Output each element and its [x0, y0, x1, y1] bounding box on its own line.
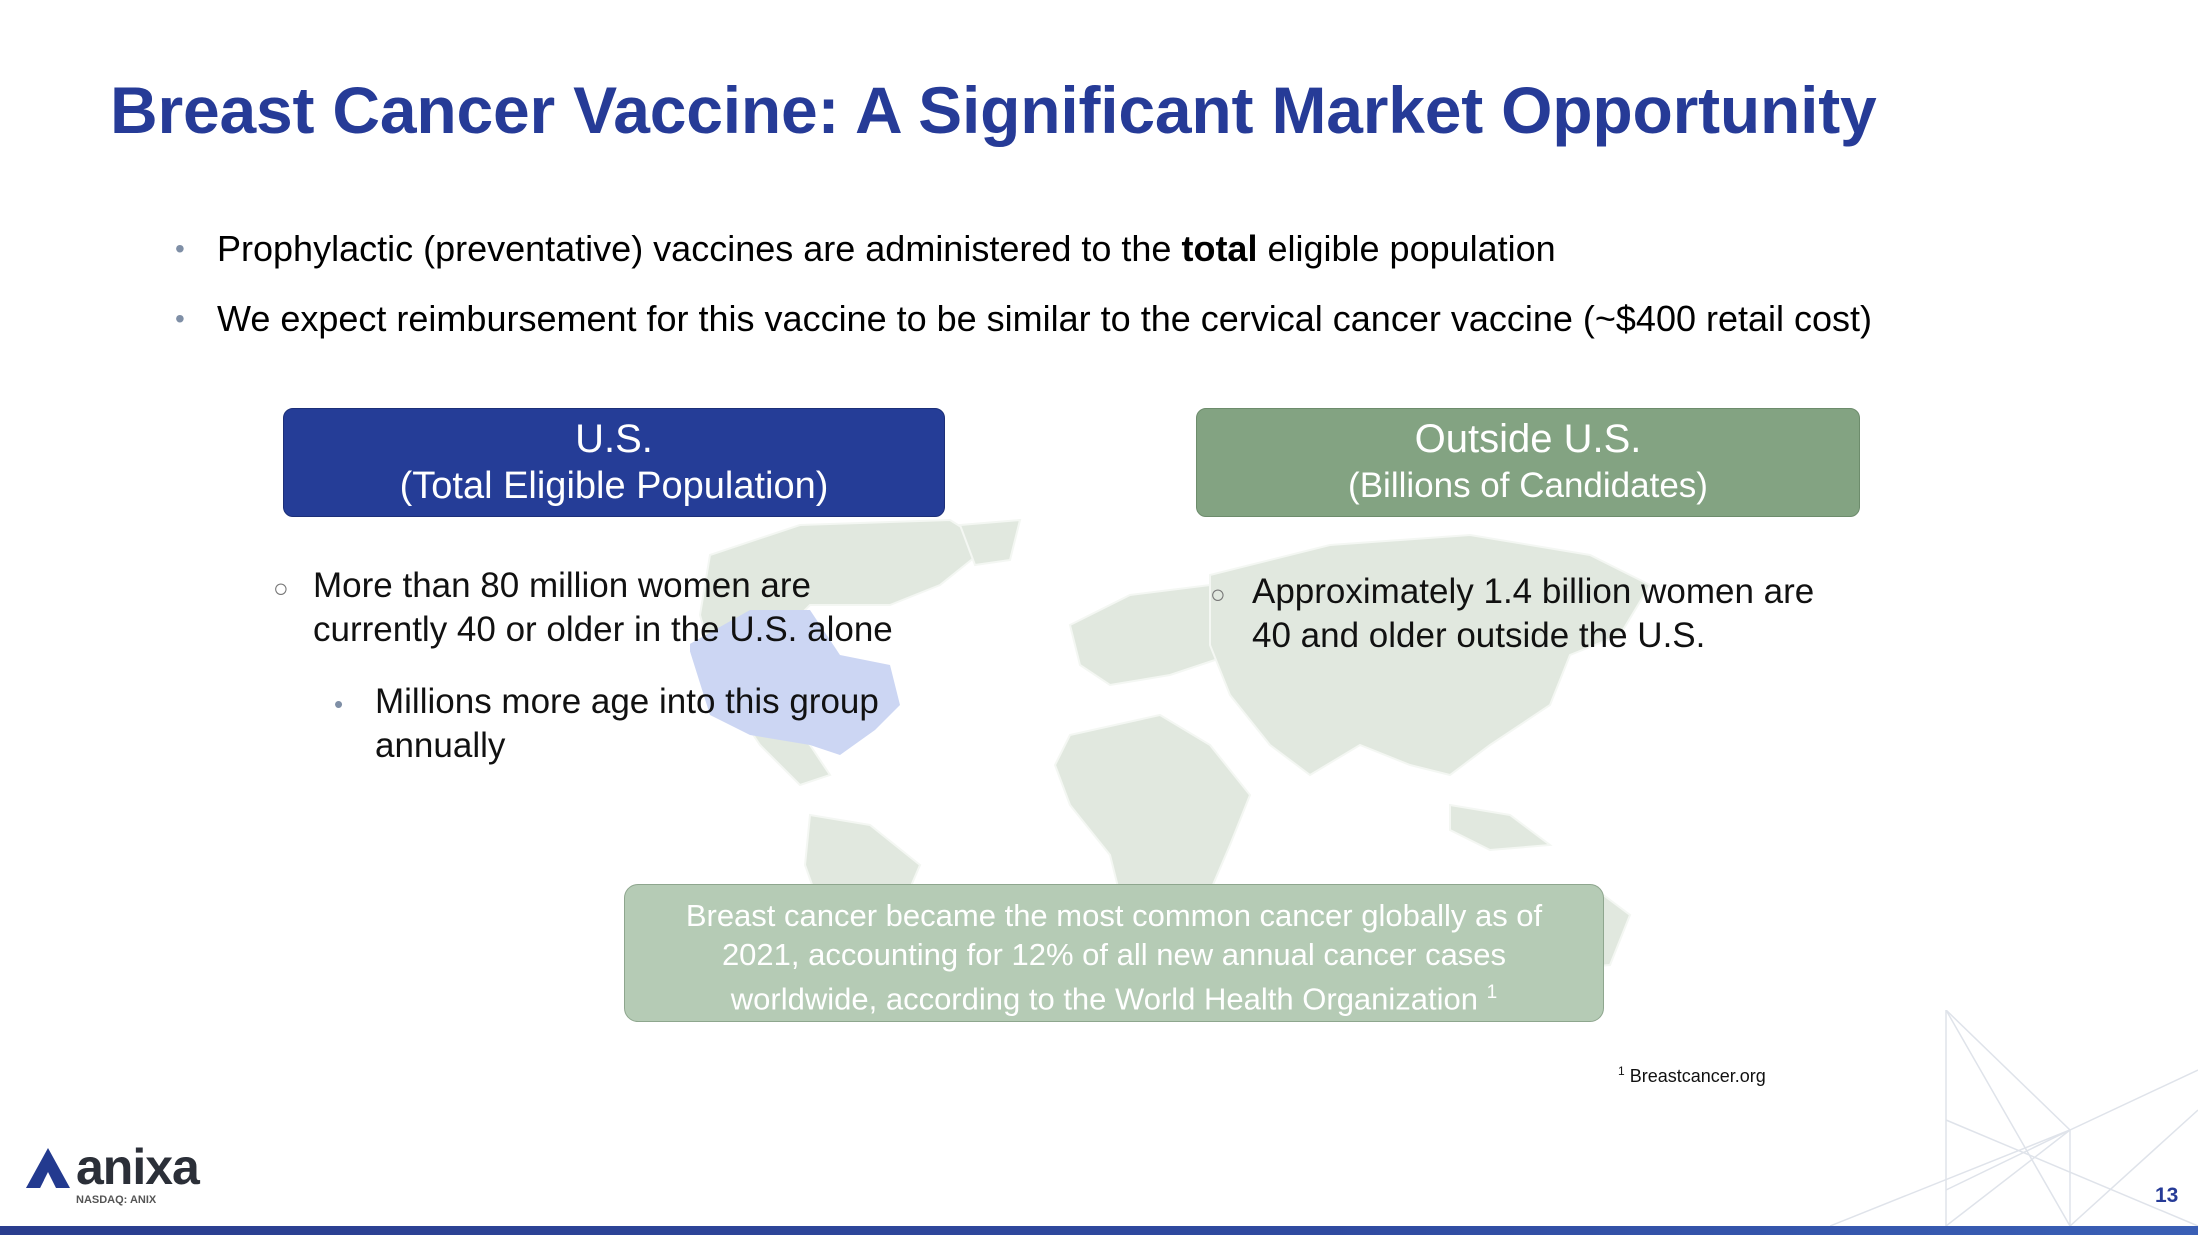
- outside-box-subtitle: (Billions of Candidates): [1348, 466, 1708, 505]
- bullet-1-text-post: eligible population: [1257, 228, 1556, 269]
- bullet-1-text-bold: total: [1181, 228, 1258, 269]
- outside-point-1-line-2: 40 and older outside the U.S.: [1252, 616, 1706, 655]
- page-number: 13: [2155, 1184, 2179, 1207]
- callout-line-3: worldwide, according to the World Health Organization: [730, 981, 1487, 1017]
- bullet-1-text-pre: Prophylactic (preventative) vaccines are administered to the: [217, 228, 1182, 269]
- decorative-lines-icon: [1830, 1010, 2198, 1226]
- bullet-prophylactic: [175, 228, 1872, 270]
- bullet-dot-icon: •: [175, 303, 185, 334]
- outside-point-1-line-1: Approximately 1.4 billion women are: [1252, 572, 1815, 611]
- map-se-asia: [1450, 805, 1550, 850]
- footnote-source: Breastcancer.org: [1629, 1066, 1766, 1086]
- callout-footnote-ref: 1: [1486, 982, 1498, 1003]
- us-box-title: U.S.: [575, 417, 653, 461]
- footnote-marker: 1: [1618, 1064, 1625, 1078]
- us-point-1-line-1: More than 80 million women are: [313, 566, 812, 605]
- bullet-reimbursement: [175, 298, 1872, 340]
- intro-bullets: [175, 228, 1872, 368]
- footnote: [1618, 1064, 1766, 1087]
- logo-wordmark: anixa: [76, 1139, 199, 1195]
- us-header-box: [283, 408, 945, 517]
- us-point-2-line-2: annually: [375, 726, 506, 765]
- bullet-dot-icon: •: [334, 689, 344, 719]
- bullet-2-text: We expect reimbursement for this vaccine to be similar to the cervical cancer vaccine (~$400 retail cost): [217, 298, 1873, 339]
- bottom-bar: [0, 1226, 2198, 1235]
- us-point-2-line-1: Millions more age into this group: [375, 682, 879, 721]
- us-point-2: [334, 680, 879, 768]
- us-box-subtitle: (Total Eligible Population): [399, 465, 829, 507]
- anixa-logo: [24, 1139, 199, 1206]
- logo-ticker: NASDAQ: ANIX: [76, 1194, 157, 1206]
- us-point-1-line-2: currently 40 or older in the U.S. alone: [313, 610, 893, 649]
- callout-line-2: 2021, accounting for 12% of all new annual cancer cases: [721, 936, 1507, 972]
- circle-bullet-icon: ○: [273, 573, 289, 603]
- who-callout-box: [624, 884, 1604, 1022]
- slide-title: Breast Cancer Vaccine: A Significant Market Opportunity: [110, 73, 1877, 147]
- anixa-logo-icon: [24, 1146, 72, 1190]
- outside-point-1: [1210, 570, 1814, 658]
- outside-box-title: Outside U.S.: [1414, 417, 1642, 461]
- us-point-1: [273, 564, 893, 652]
- callout-line-1: Breast cancer became the most common cancer globally as of: [685, 898, 1543, 933]
- outside-us-header-box: [1196, 408, 1860, 517]
- circle-bullet-icon: ○: [1210, 579, 1226, 609]
- bullet-dot-icon: •: [175, 233, 185, 264]
